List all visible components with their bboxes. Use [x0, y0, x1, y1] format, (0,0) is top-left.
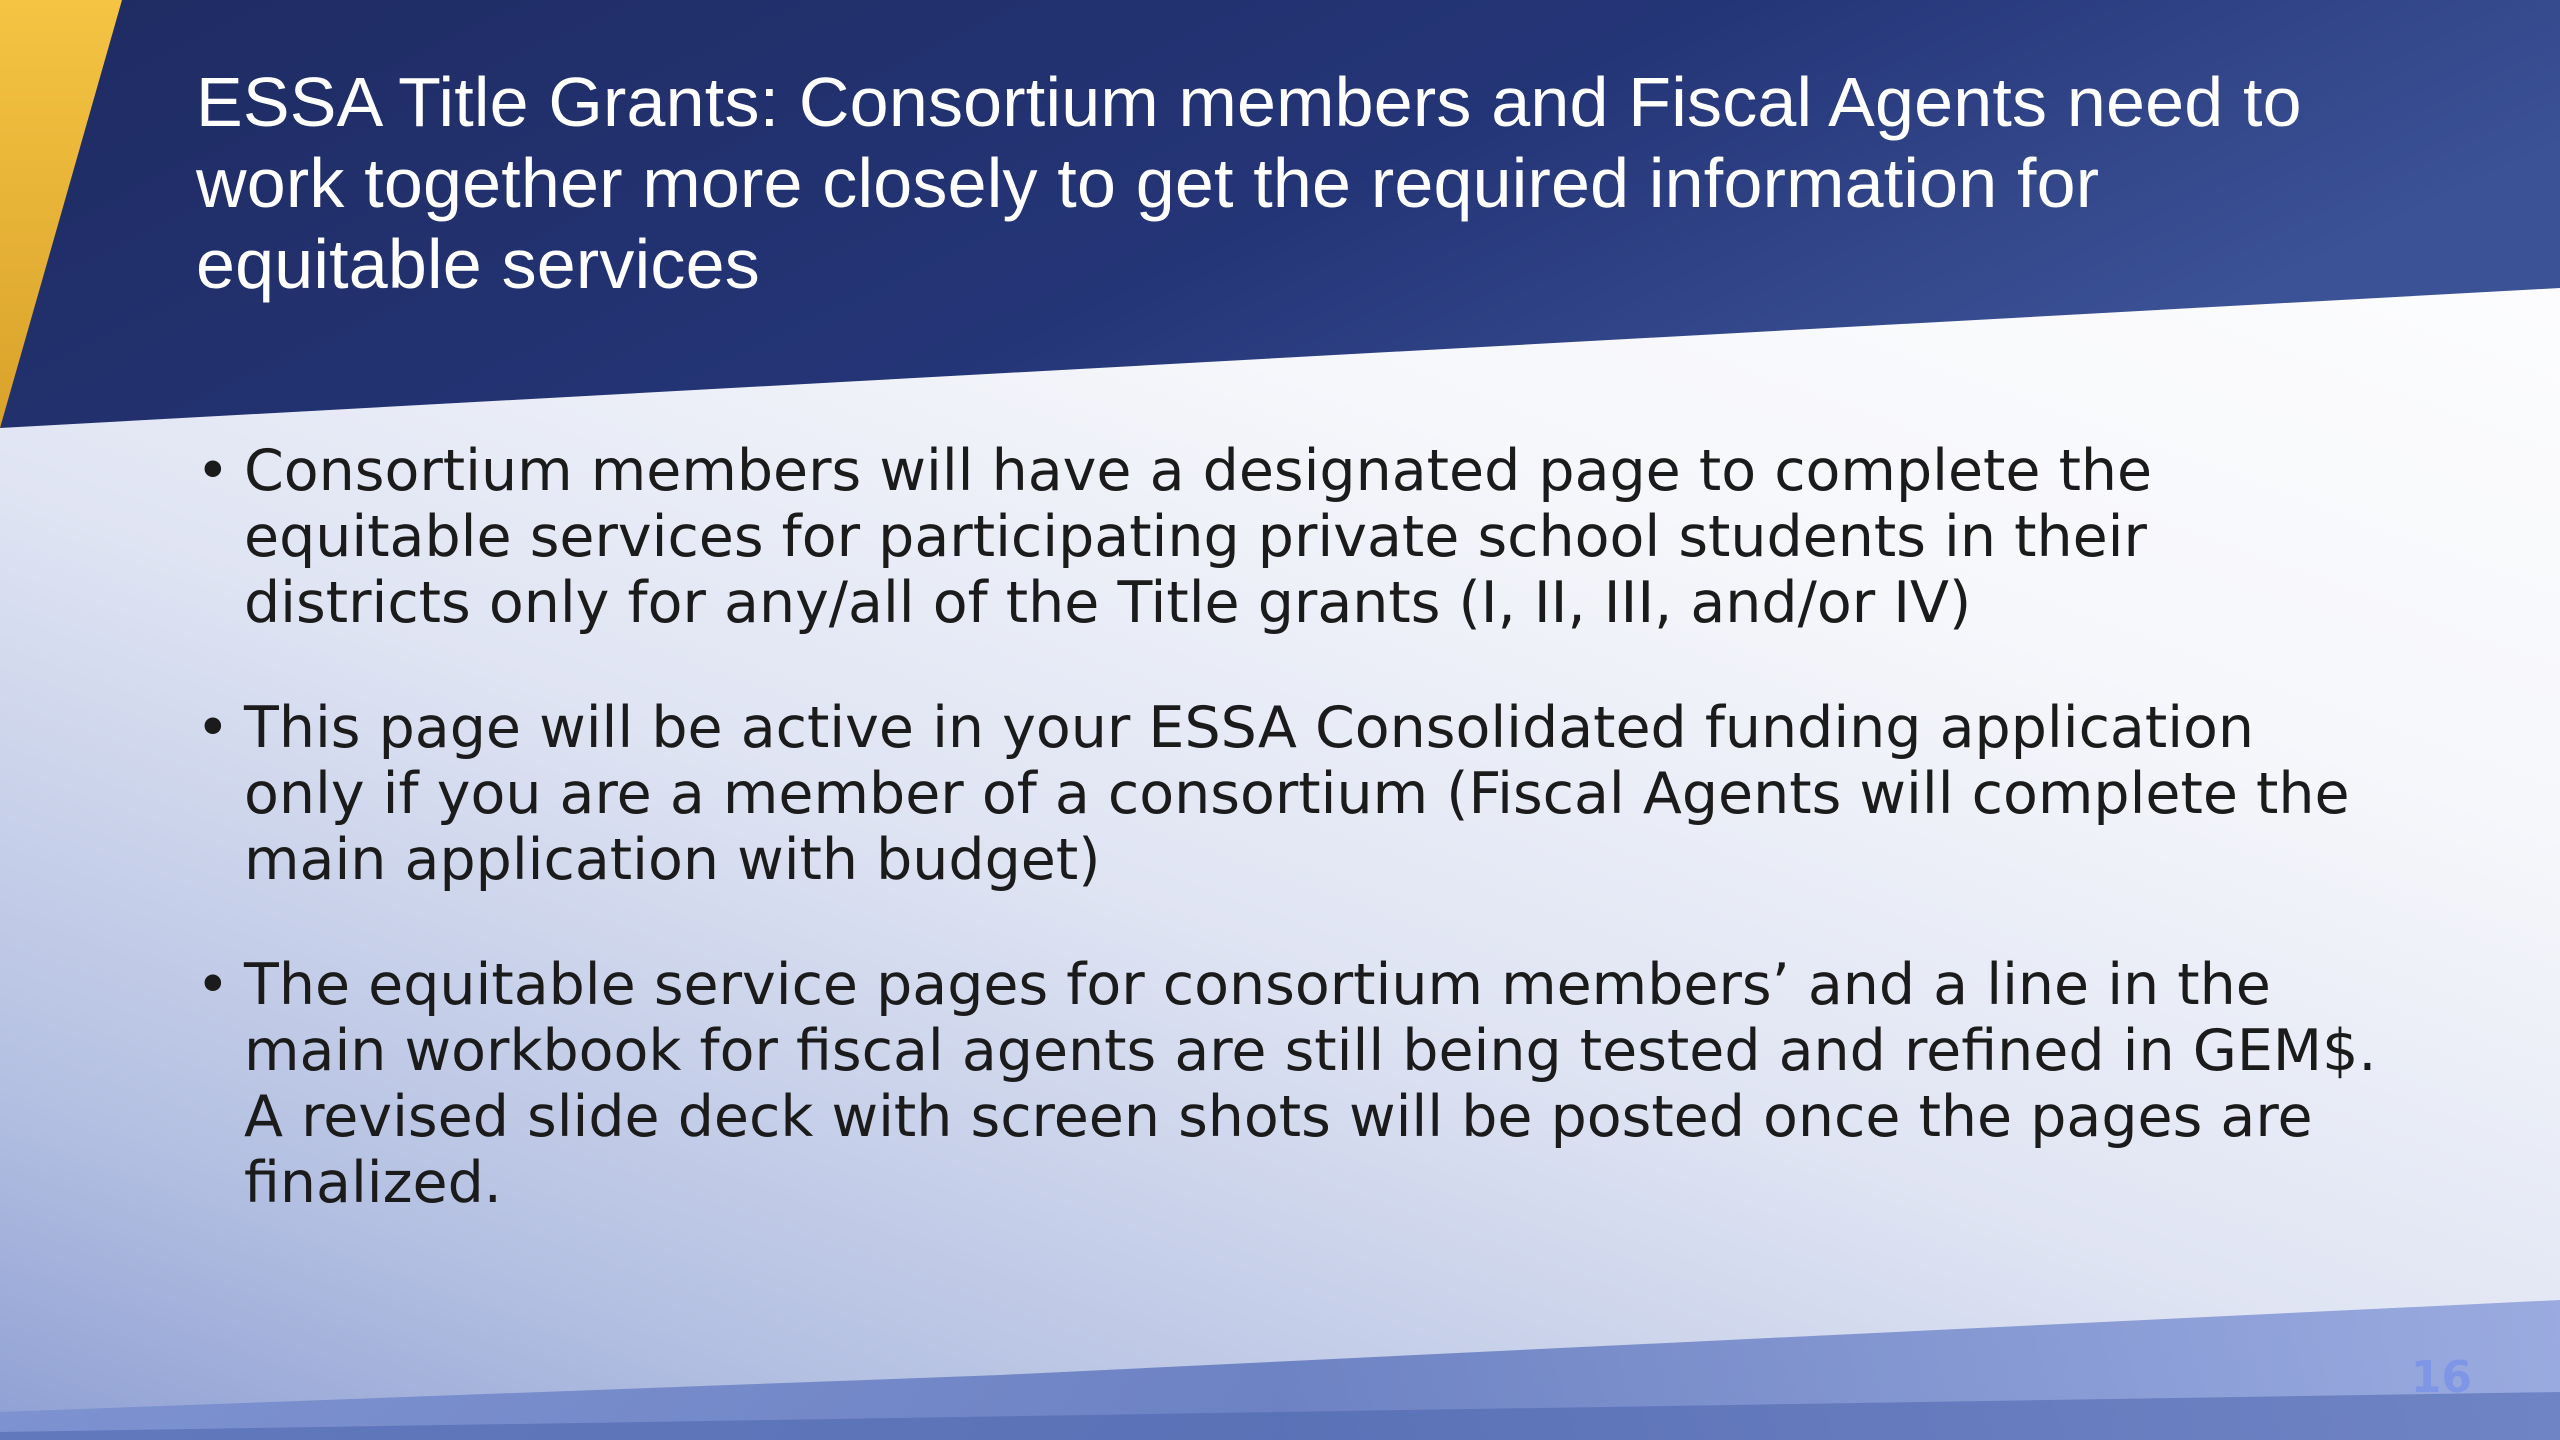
- bullet-marker: •: [196, 438, 230, 504]
- bullet-marker: •: [196, 952, 230, 1018]
- bullet-item: [196, 695, 2386, 893]
- bullet-text: This page will be active in your ESSA Consolidated funding application only if you are a member of a consortium (Fiscal Agents will complete the main application with budget): [244, 695, 2350, 893]
- bullet-marker: •: [196, 695, 230, 761]
- bullet-list: [196, 438, 2386, 1275]
- bullet-item: [196, 952, 2386, 1216]
- bullet-text: Consortium members will have a designated page to complete the equitable services for participating private school students in their districts only for any/all of the Title grants (I, II, III, and/or IV): [244, 438, 2153, 636]
- bullet-text: The equitable service pages for consortium members’ and a line in the main workbook for fiscal agents are still being tested and refined in GEM$. A revised slide deck with screen shots will be posted once the pages are finalized.: [244, 952, 2377, 1216]
- bullet-item: [196, 438, 2386, 636]
- page-number: 16: [2410, 1352, 2472, 1403]
- slide-title: ESSA Title Grants: Consortium members and Fiscal Agents need to work together more closely to get the required information for equitable services: [196, 63, 2302, 303]
